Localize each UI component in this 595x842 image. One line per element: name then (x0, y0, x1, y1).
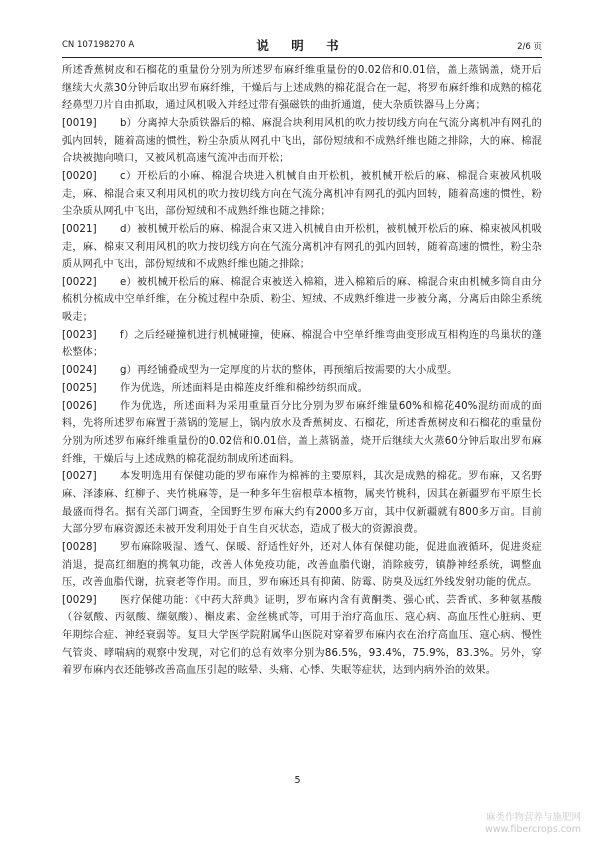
paragraph-text: 医疗保健功能：《中药大辞典》证明，罗布麻内含有黄酮类、强心甙、芸香甙、多种氨基酸（谷氨酸、丙氨酸、缬氨酸）、槲皮素、金丝桃甙等，可用于治疗高血压、寇心病、高血压性心脏病、更年期综合症、神经衰弱等。复旦大学医学院附属华山医院对穿着罗布麻内衣在治疗高血压、寇心病、慢性气管炎、哮喘病的观察中发现，对它们的总有效率分别为86.5%，93.4%，75.9%，83.3%。另外，穿着罗布麻内衣还能够改善高血压引起的眩晕、头痛、心悸、失眠等症状，达到内病外治的效果。 (62, 594, 542, 677)
patent-number: CN 107198270 A (62, 40, 135, 50)
page-indicator: 2/6 页 (517, 42, 542, 52)
paragraph-0024 (62, 362, 542, 380)
paragraph-text: 作为优选，所述面料是由棉莲皮纤维和棉纱纺织而成。 (120, 383, 369, 394)
continued-paragraph: 所述香蕉树皮和石榴花的重量份分别为所述罗布麻纤维重量份的0.02倍和0.01倍，盖上蒸锅盖，烧开后继续大火蒸30分钟后取出罗布麻纤维，干燥后与上述成熟的棉花混合在一起，将罗布麻纤维和成熟的棉花经鼻型刀片自由抓取，通过风机吸入并经过带有强磁铁的曲折通道，使大杂质铁器马上分离； (62, 65, 542, 112)
paragraph-text: e）被机械开松后的麻、棉混合束被送入棉箱，进入棉箱后的麻、棉混合束由机械多筒自由分梳机分梳成中空单纤维，在分梳过程中杂质、粉尘、短绒、不成熟纤维进一步被分离，分离后由除尘系统吸走； (62, 276, 542, 324)
page-header (62, 36, 542, 56)
document-title: 说 明 书 (256, 38, 348, 53)
header-rule (62, 57, 542, 58)
paragraph-number: [0026] (62, 400, 97, 412)
paragraph-0023 (62, 327, 542, 362)
paragraph-text: f）之后经碰撞机进行机械碰撞，使麻、棉混合中空单纤维弯曲变形成互相构连的鸟巢状的蓬松整体； (62, 329, 542, 359)
watermark-url: www.fibercrops.com (484, 824, 581, 835)
paragraph-number: [0028] (62, 541, 97, 553)
paragraph-0029 (62, 592, 542, 680)
paragraph-number: [0020] (62, 170, 97, 182)
paragraph-text: 本发明选用有保健功能的罗布麻作为棉裤的主要原料，其次是成熟的棉花。罗布麻，又名野麻、泽漆麻、红柳子、夹竹桃麻等，是一种多年生宿根草本植物，属夹竹桃科，因其在新疆罗布平原生长最盛而得名。据有关部门调查，全国野生罗布麻大约有2000多万亩，其中仅新疆就有800多万亩。目前大部分罗布麻资源还未被开发利用处于自生自灭状态，造成了极大的资源浪费。 (62, 471, 542, 536)
paragraph-number: [0023] (62, 329, 97, 341)
paragraph-number: [0029] (62, 594, 97, 606)
paragraph-text: g）再经铺叠成型为一定厚度的片状的整体，再预缩后按需要的大小成型。 (120, 365, 458, 377)
page-number: 5 (294, 775, 301, 786)
paragraph-0028 (62, 539, 542, 592)
paragraph-0021 (62, 221, 542, 274)
paragraph-0020 (62, 168, 542, 221)
paragraph-number: [0024] (62, 365, 97, 377)
paragraph-0027 (62, 468, 542, 538)
paragraph-0025 (62, 380, 542, 398)
paragraph-number: [0022] (62, 276, 97, 288)
paragraph-text: 罗布麻除吸湿、透气、保暖、舒适性好外，还对人体有保健功能，促进血液循环，促进炎症消退，提高红细胞的携氧功能，改善人体免疫功能，改善血脂代谢，消除疲劳，镇静神经系统，调整血压，改善血脂代谢，抗衰老等作用。而且，罗布麻还具有抑菌、防霉、防臭及远红外线发射功能的优点。 (62, 541, 542, 589)
paragraph-0026 (62, 398, 542, 468)
paragraph-number: [0021] (62, 223, 97, 235)
paragraph-0019 (62, 115, 542, 168)
description-body (62, 62, 542, 680)
paragraph-0022 (62, 274, 542, 327)
paragraph-number: [0019] (62, 117, 97, 129)
paragraph-text: d）被机械开松后的麻、棉混合束又进入机械自由开松机，被机械开松后的麻、棉束被风机吸走，麻、棉束又利用风机的吹力按切线方向在气流分离机冲有网孔的弧内回转，随着高速的惯性，粉尘杂质从网孔中飞出，部份短绒和不成熟纤维也随之排除； (62, 223, 542, 271)
watermark-title: 麻类作物营养与施肥网 (485, 812, 581, 823)
paragraph-text: c）开松后的小麻、棉混合块进入机械自由开松机，被机械开松后的麻、棉混合束被风机吸走，麻、棉混合束又利用风机的吹力按切线方向在气流分离机冲有网孔的弧内回转，随着高速的惯性，粉尘杂质从网孔中飞出，部份短绒和不成熟纤维也随之排除； (62, 170, 542, 218)
paragraph-number: [0027] (62, 471, 97, 483)
paragraph-text: 作为优选，所述面料为采用重量百分比分别为罗布麻纤维量60%和棉花40%混纺而成的面料，先将所述罗布麻置于蒸锅的笼屉上，锅内放水及香蕉树皮、石榴花，所述香蕉树皮和石榴花的重量份分别为所述罗布麻纤维重量份的0.02倍和0.01倍，盖上蒸锅盖，烧开后继续大火蒸60分钟后取出罗布麻纤维，干燥后与上述成熟的棉花混纺制成所述面料。 (62, 400, 542, 465)
paragraph-text: b）分离掉大杂质铁器后的棉、麻混合块利用风机的吹力按切线方向在气流分离机冲有网孔的弧内回转，随着高速的惯性，粉尘杂质从网孔中飞出，部份短绒和不成熟纤维也随之排除，大的麻、棉混合块被抛向喷口，又被风机高速气流冲击而开松； (62, 117, 542, 165)
paragraph-number: [0025] (62, 383, 97, 394)
site-watermark (485, 812, 581, 836)
